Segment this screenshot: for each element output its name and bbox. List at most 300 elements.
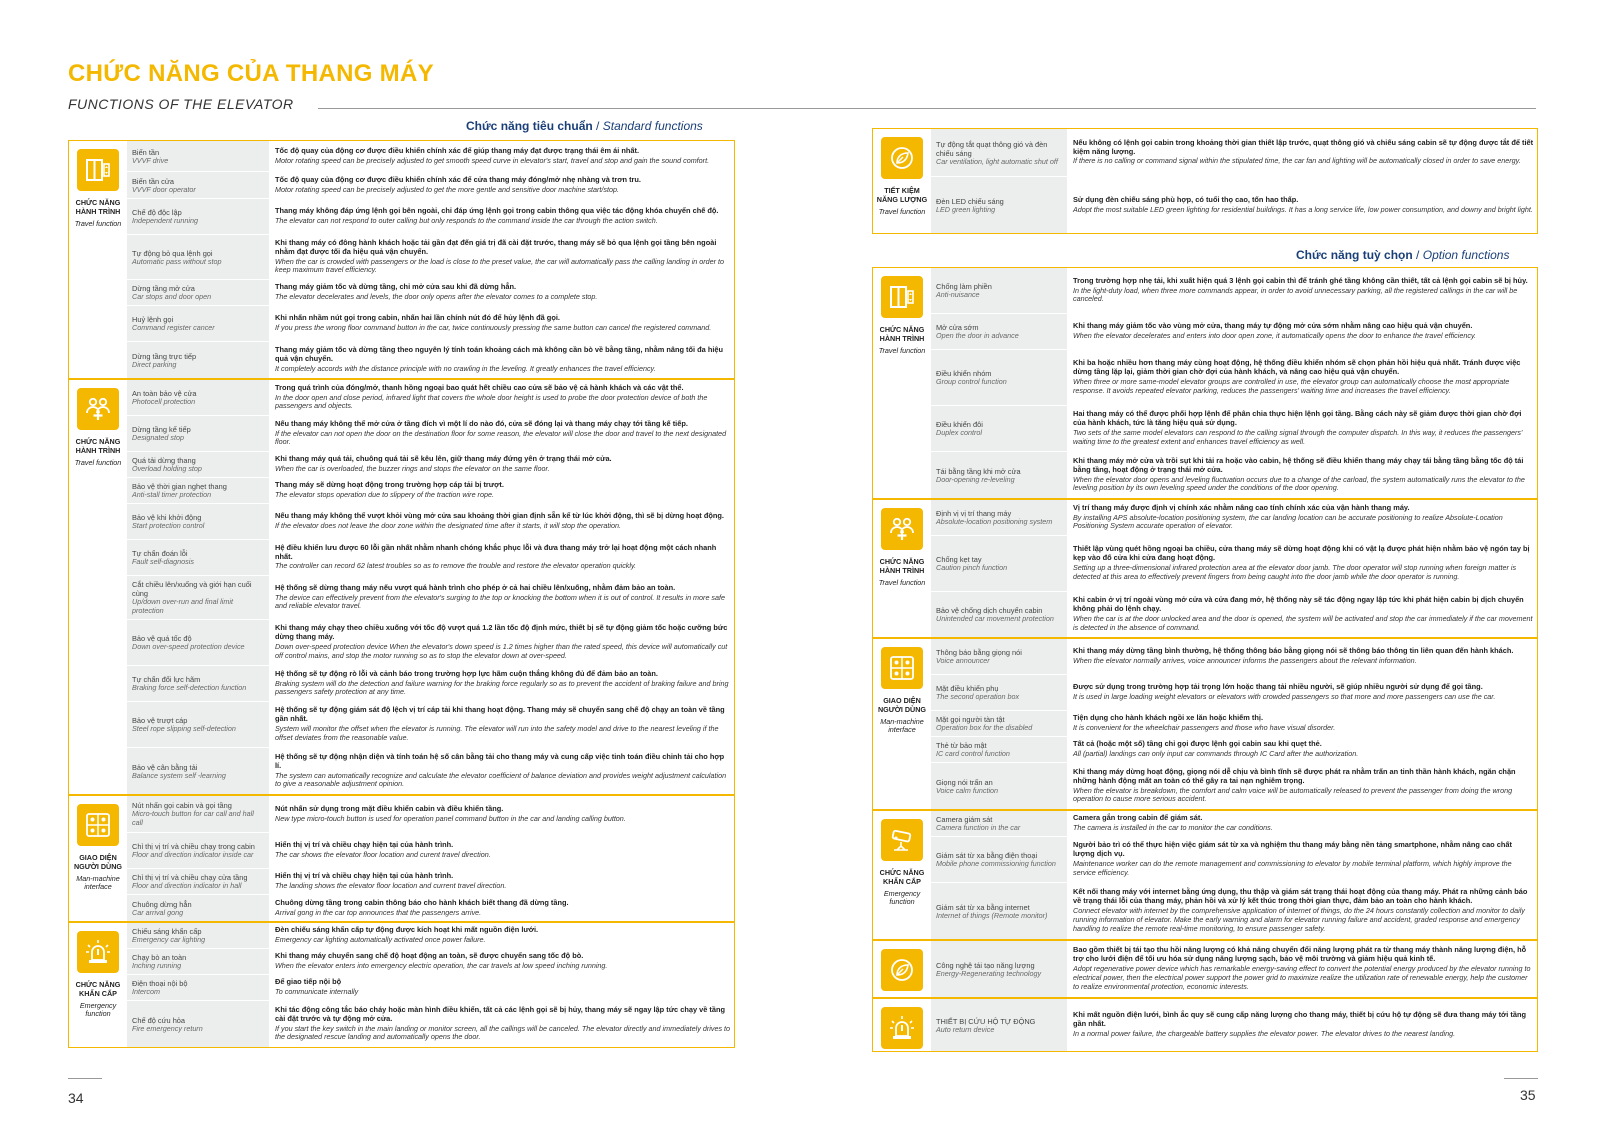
function-row [127, 504, 734, 540]
function-desc-vn: Vị trí thang máy được định vị chính xác nhằm nâng cao tính chính xác của vận hành thang máy. [1073, 502, 1410, 512]
function-name-en: Micro-touch button for car call and hall call [132, 809, 254, 828]
function-category [873, 811, 931, 939]
function-name [127, 141, 269, 171]
function-name-vn: Bảo vệ cân bằng tải [132, 762, 198, 772]
function-description [269, 342, 734, 378]
function-name [127, 702, 269, 747]
function-row [931, 406, 1537, 452]
function-row [127, 975, 734, 1001]
function-name-vn: Chế độ cứu hỏa [132, 1015, 186, 1025]
function-name-vn: Tự chẩn đoán lỗi [132, 549, 188, 559]
function-name [127, 748, 269, 794]
function-name-vn: Camera giám sát [936, 815, 993, 825]
function-name-vn: Điều khiển nhóm [936, 369, 992, 379]
function-desc-en: Braking system will do the detection and failure warning for the braking force regularly so as to prevent the accident of braking failure and bring passengers safety protection at any time. [275, 678, 729, 697]
function-name [931, 811, 1067, 836]
function-name-en: Voice announcer [936, 656, 990, 666]
function-name-vn: Chế độ độc lập [132, 208, 182, 218]
function-category [69, 923, 127, 1047]
function-desc-en: When the elevator door opens and leveling fluctuation occurs due to a change of the carload, the system automatically runs the elevator to the leveling position by its own leveling speed under the conditions of the door opening. [1073, 474, 1525, 493]
function-name-vn: Giám sát từ xa bằng điện thoại [936, 851, 1038, 861]
function-desc-vn: Hệ thống sẽ tự động rò lỗi và cảnh báo trong trường hợp lực hãm cuộn thắng không đủ để đảm bảo an toàn. [275, 668, 658, 678]
function-desc-en: The elevator stops operation due to slippery of the traction wire rope. [275, 490, 494, 500]
function-name [127, 620, 269, 665]
function-desc-en: The device can effectively prevent from the elevator's surging to the top or knocking the bottom when it is out of control. It results in more safe and reliable elevator travel. [275, 592, 726, 611]
function-name-en: Mobile phone commissioning function [936, 859, 1056, 869]
function-category [873, 941, 931, 997]
function-row [931, 314, 1537, 350]
function-desc-en: When the elevator enters into emergency electric operation, the car travels at low speed inching running. [275, 961, 608, 971]
function-row [127, 666, 734, 702]
function-desc-vn: Khi thang máy dừng hoạt động, giọng nói dễ chịu và bình tĩnh sẽ được phát ra nhằm trấn an tinh thần hành khách, ngăn chặn những hành động mất an toàn có thể gây ra tai nạn nghiêm trọng. [1073, 766, 1516, 785]
category-label-en: Emergency function [883, 888, 921, 907]
function-desc-en: Motor rotating speed can be precisely adjusted to get smooth speed curve in elevator's start, travel and stop and gain the sound comfort. [275, 155, 710, 165]
function-row [127, 923, 734, 949]
function-desc-en: If the elevator does not leave the door zone within the designated time after it starts, it will stop the operation. [275, 521, 621, 531]
function-desc-vn: Hai thang máy có thể được phối hợp lệnh để phân chia thực hiện lệnh gọi tầng. Bằng cách này sẽ giảm được thời gian chờ đợi của hành khách, tức là tăng hiệu quả sử dụng. [1073, 409, 1522, 428]
function-name [127, 1001, 269, 1047]
category-label-en: Travel function [74, 457, 122, 467]
header-rule [318, 108, 1536, 109]
function-name-en: Car ventilation, light automatic shut off [936, 156, 1058, 166]
function-description [1067, 763, 1537, 809]
heading-separator: / [1416, 248, 1420, 262]
function-row [931, 711, 1537, 737]
function-description [269, 504, 734, 539]
function-description [269, 235, 734, 279]
function-description [1067, 129, 1537, 176]
function-description [1067, 811, 1537, 836]
function-desc-vn: Thiết lập vùng quét hồng ngoại ba chiều, cửa thang máy sẽ dừng hoạt động khi có vật lạ được phát hiện nhằm bảo vệ ngón tay bị kẹp vào đố cửa khi cửa đang hoạt động. [1073, 544, 1530, 563]
function-name-en: VVVF door operator [132, 184, 196, 194]
standard-section-heading [466, 119, 703, 133]
function-desc-vn: Tốc độ quay của động cơ được điều khiển chính xác để giúp thang máy đạt được trạng thái êm ái nhất. [275, 145, 640, 155]
function-desc-vn: Tất cả (hoặc một số) tầng chỉ gọi được lệnh gọi cabin sau khi quẹt thẻ. [1073, 739, 1322, 749]
function-name-vn: Chống làm phiền [936, 282, 992, 292]
function-name [931, 177, 1067, 233]
function-row [127, 235, 734, 280]
function-description [1067, 314, 1537, 349]
function-row [931, 268, 1537, 314]
heading-separator: / [596, 119, 600, 133]
function-name-en: LED green lighting [936, 204, 996, 214]
function-description [269, 478, 734, 503]
people-safety-icon [881, 508, 923, 550]
camera-icon [881, 819, 923, 861]
function-name [127, 576, 269, 619]
energy-saving-table [872, 128, 1538, 234]
function-name-en: IC card control function [936, 749, 1010, 759]
function-description [1067, 711, 1537, 736]
function-name-vn: Dừng tầng kế tiếp [132, 425, 191, 435]
function-name-en: Automatic pass without stop [132, 256, 222, 266]
function-description [1067, 268, 1537, 313]
function-name-vn: Điện thoại nội bộ [132, 979, 188, 989]
category-label-vn: CHỨC NĂNG HÀNH TRÌNH [75, 437, 121, 455]
leaf-energy-icon [881, 949, 923, 991]
function-group [69, 921, 734, 1047]
function-desc-vn: Người bảo trì có thể thực hiện việc giám sát từ xa và nghiệm thu thang máy bằng nền tảng smartphone, nhằm nâng cao chất lượng dịch vụ. [1073, 840, 1512, 859]
function-name-en: Start protection control [132, 521, 205, 531]
function-name-vn: Bảo vệ thời gian nghẹt thang [132, 482, 227, 492]
function-desc-vn: Khi thang máy giảm tốc vào vùng mở cửa, thang máy tự động mở cửa sớm nhằm nâng cao hiệu quả vận chuyển. [1073, 321, 1473, 331]
function-name-en: Independent running [132, 216, 198, 226]
function-desc-en: Down over-speed protection device When the elevator's down speed is 1.2 times higher than the rated speed, this device will automatically cut off control mains, and stop the motor running so as to stop the elevator down at over-speed. [275, 642, 728, 660]
function-name-vn: Chống kẹt tay [936, 555, 982, 565]
function-category [873, 500, 931, 637]
function-description [269, 416, 734, 451]
function-description [269, 620, 734, 665]
function-row [931, 177, 1537, 233]
function-row [127, 796, 734, 833]
function-name-vn: Cắt chiều lên/xuống và giới hạn cuối cùng [132, 580, 252, 599]
standard-heading-vn: Chức năng tiêu chuẩn [466, 119, 593, 133]
function-name-vn: Bảo vệ trượt cáp [132, 716, 188, 726]
function-desc-vn: Khi thang máy chạy theo chiều xuống với tốc độ vượt quá 1.2 lần tốc độ định mức, thiết bị sẽ tự động giảm tốc hoặc cưỡng bức dừng thang máy. [275, 623, 728, 642]
function-row [931, 129, 1537, 177]
function-group [873, 268, 1537, 498]
function-desc-en: Two sets of the same model elevators can respond to the calling signal through the computer dispatch. In this way, it reduces the passengers' waiting time to the greatest extent and enhances travel efficiency as well. [1073, 428, 1523, 446]
function-description [1067, 941, 1537, 997]
function-desc-en: It is used in large loading weight elevators or elevators with crowded passengers so that more and more passengers can use the car. [1073, 692, 1496, 702]
function-desc-vn: Chuông dừng tầng trong cabin thông báo cho hành khách biết thang đã dừng tầng. [275, 897, 569, 907]
function-row [127, 172, 734, 199]
function-name [127, 478, 269, 503]
function-name [931, 536, 1067, 591]
function-desc-en: When the elevator decelerates and enters into door open zone, it automatically opens the door to enhance the travel efficiency. [1073, 331, 1477, 341]
function-desc-vn: Khi nhấn nhầm nút gọi trong cabin, nhấn hai lần chính nút đó để hủy lệnh đã gọi. [275, 313, 560, 323]
function-row [127, 702, 734, 748]
function-desc-en: If there is no calling or command signal within the stipulated time, the car fan and lighting will be automatically closed in order to save energy. [1073, 156, 1521, 166]
option-heading-en: Option functions [1422, 248, 1510, 262]
function-name-vn: Dừng tầng trực tiếp [132, 351, 197, 361]
function-name-en: Anti-stall timer protection [132, 490, 212, 500]
function-category [873, 129, 931, 233]
function-row [931, 737, 1537, 763]
function-row [127, 280, 734, 306]
function-description [269, 975, 734, 1000]
category-label-vn: GIAO DIỆN NGƯỜI DÙNG [877, 696, 927, 714]
function-category [69, 796, 127, 921]
function-name-en: Anti-nuisance [936, 290, 980, 300]
function-name-vn: Biến tần cửa [132, 176, 174, 186]
function-row [931, 350, 1537, 406]
function-name [127, 895, 269, 921]
function-desc-en: Setting up a three-dimensional infrared protection area at the elevator door jamb. The door operator will stop running when foreign matter is detected at this area to effectively prevent fingers from being caught into the door jamb while the door operator is running. [1073, 563, 1517, 581]
function-name-vn: Chỉ thị vị trí và chiều chạy cửa tầng [132, 873, 248, 883]
function-description [1067, 406, 1537, 451]
function-description [269, 540, 734, 575]
function-name-en: Auto return device [936, 1024, 995, 1034]
function-name-en: Designated stop [132, 433, 184, 443]
function-name [127, 380, 269, 415]
function-name-vn: Điều khiển đôi [936, 420, 983, 430]
function-description [269, 923, 734, 948]
function-group [69, 794, 734, 921]
people-safety-icon [77, 388, 119, 430]
function-row [931, 763, 1537, 809]
function-name-en: Emergency car lighting [132, 935, 206, 945]
function-name-en: Up/down over-run and final limit protection [132, 597, 233, 616]
function-name-en: Internet of things (Remote monitor) [936, 910, 1048, 920]
function-description [269, 306, 734, 341]
function-desc-en: It is convenient for the wheelchair passengers and those who have visual disorder. [1073, 723, 1336, 733]
function-name-vn: Biến tần [132, 147, 160, 157]
function-description [269, 796, 734, 832]
function-name [127, 235, 269, 279]
function-row [931, 999, 1537, 1051]
function-desc-vn: Hệ thống sẽ dừng thang máy nếu vượt quá hành trình cho phép ở cả hai chiều lên/xuống, nhằm đảm bảo an toàn. [275, 582, 676, 592]
function-desc-vn: Nút nhấn sử dụng trong mặt điều khiển cabin và điều khiển tầng. [275, 803, 504, 813]
function-desc-vn: Khi thang máy có đông hành khách hoặc tải gần đạt đến giá trị đã cài đặt trước, thang máy sẽ bỏ qua lệnh gọi tầng bên ngoài nhằm đạt được tối đa hiệu quả vận chuyển. [275, 237, 717, 256]
function-row [127, 1001, 734, 1047]
function-name-en: Unintended car movement protection [936, 614, 1054, 624]
function-desc-en: By installing APS absolute-location positioning system, the car landing location can be accurate positioning to realize Absolute-Location Positioning System accurate operation of elevator. [1073, 512, 1503, 531]
category-label-vn: CHỨC NĂNG HÀNH TRÌNH [75, 198, 121, 216]
function-description [269, 141, 734, 171]
function-name [931, 737, 1067, 762]
function-desc-vn: Trong trường hợp nhẹ tải, khi xuất hiện quá 3 lệnh gọi cabin thì để tránh ghé tầng không cần thiết, tất cả lệnh gọi cabin sẽ bị hủy. [1073, 275, 1528, 285]
function-name-vn: Mở cửa sớm [936, 323, 979, 333]
function-description [269, 199, 734, 234]
function-desc-en: When the elevator is breakdown, the comfort and calm voice will be automatically released to prevent the passenger from doing the wrong operation to cause more serious accident. [1073, 785, 1513, 804]
function-desc-vn: Bao gồm thiết bị tái tạo thu hồi năng lượng có khả năng chuyển đổi năng lượng phát ra từ thang máy thành năng lượng điện, hỗ trợ cho lưới điện để tối ưu hóa sử dụng năng lượng sạch, bảo vệ môi trường và giảm hiệu quả kinh tế. [1073, 945, 1527, 964]
function-name-en: Voice calm function [936, 785, 999, 795]
function-name-vn: THIẾT BỊ CỨU HỘ TỰ ĐỘNG [936, 1016, 1036, 1026]
category-label-en: Man-machine interface [880, 716, 924, 735]
elevator-panel-icon [881, 276, 923, 318]
function-name-en: Down over-speed protection device [132, 642, 245, 652]
function-group [873, 129, 1537, 233]
option-functions-table [872, 267, 1538, 1052]
function-description [1067, 675, 1537, 710]
function-name-en: VVVF drive [132, 155, 169, 165]
function-desc-vn: Nếu không có lệnh gọi cabin trong khoảng thời gian thiết lập trước, quạt thông gió và chiếu sáng cabin sẽ tự động được tắt để tiết kiệm năng lượng. [1073, 137, 1534, 156]
function-name-en: Inching running [132, 961, 182, 971]
emergency-alarm-icon [881, 1007, 923, 1049]
function-row [931, 639, 1537, 675]
function-name-en: Intercom [132, 987, 160, 997]
function-name-vn: Huỷ lệnh gọi [132, 315, 174, 325]
function-desc-en: The system can automatically recognize and calculate the elevator coefficient of balance deviation and provides weight adjustment calculation to give a reasonable adjustment opinion. [275, 770, 727, 789]
function-name [127, 869, 269, 894]
function-row [127, 576, 734, 620]
function-desc-en: Emergency car lighting automatically activated once power failure. [275, 935, 486, 945]
function-description [1067, 737, 1537, 762]
footer-rule-right [1504, 1078, 1538, 1079]
function-desc-vn: Khi mất nguồn điện lưới, bình ắc quy sẽ cung cấp năng lượng cho thang máy, thiết bị cứu hộ tự động sẽ đưa thang máy tới tầng gần nhất. [1073, 1010, 1526, 1029]
function-name [931, 837, 1067, 882]
function-row [127, 478, 734, 504]
function-name [931, 268, 1067, 313]
function-description [1067, 837, 1537, 882]
function-name-en: Overload holding stop [132, 464, 202, 474]
function-description [1067, 592, 1537, 637]
function-name-en: Command register cancer [132, 323, 215, 333]
function-row [127, 869, 734, 895]
function-description [269, 380, 734, 415]
function-name [127, 796, 269, 832]
function-name-vn: Giọng nói trấn an [936, 777, 993, 787]
function-desc-vn: Đèn chiếu sáng khẩn cấp tự động được kích hoạt khi mất nguồn điện lưới. [275, 925, 539, 935]
function-row [931, 883, 1537, 939]
category-label-en: Travel function [878, 206, 926, 216]
function-name-vn: Mặt gọi người tàn tật [936, 715, 1005, 725]
function-name-vn: Tự động tắt quạt thông gió và đèn chiếu sáng [936, 139, 1048, 158]
function-description [269, 869, 734, 894]
function-name-en: Direct parking [132, 359, 177, 369]
function-name-vn: Quá tải dừng thang [132, 456, 196, 466]
function-name [931, 129, 1067, 176]
elevator-panel-icon [77, 149, 119, 191]
function-name [127, 172, 269, 198]
function-name-en: Car stops and door open [132, 292, 212, 302]
function-row [931, 675, 1537, 711]
function-name-en: Car arrival gong [132, 907, 184, 917]
function-name-en: Group control function [936, 377, 1007, 387]
function-name [931, 675, 1067, 710]
category-label-vn: CHỨC NĂNG KHẨN CẤP [879, 868, 925, 886]
function-category [69, 141, 127, 378]
function-desc-en: The elevator decelerates and levels, the door only opens after the elevator comes to a complete stop. [275, 292, 598, 302]
function-group [873, 637, 1537, 809]
function-name [127, 949, 269, 974]
function-name-en: Open the door in advance [936, 331, 1019, 341]
function-name-en: Duplex control [936, 428, 982, 438]
function-desc-vn: Khi thang máy quá tải, chuông quá tải sẽ kêu lên, giữ thang máy đứng yên ở trạng thái mở cửa. [275, 454, 612, 464]
function-desc-en: Maintenance worker can do the remote management and commissioning to elevator by mobile terminal platform, which highly improve the service efficiency. [1073, 859, 1512, 877]
function-name-vn: Chỉ thị vị trí và chiều chạy trong cabin [132, 842, 255, 852]
function-name [127, 452, 269, 477]
function-desc-vn: Trong quá trình của đóng/mở, thanh hồng ngoại bao quát hết chiều cao cửa sẽ bảo vệ cả hành khách và các vật thể. [275, 382, 684, 392]
function-desc-en: Connect elevator with internet by the comprehensive application of internet of things, do the 24 hours constantly collection and monitor to daily running information of elevator. Make the early warning and alarm for elevator running failure and accident, graded response and emergency handling to realize the remote real-time monitoring, to ensure passenger safety. [1073, 906, 1525, 933]
leaf-energy-icon [881, 137, 923, 179]
control-interface-icon [881, 647, 923, 689]
function-name-en: Caution pinch function [936, 563, 1008, 573]
function-name-en: Fire emergency return [132, 1023, 203, 1033]
function-name-vn: Bảo vệ khi khởi động [132, 513, 202, 523]
function-name-en: The second operation box [936, 692, 1020, 702]
category-label-vn: CHỨC NĂNG HÀNH TRÌNH [879, 325, 925, 343]
function-desc-en: In the door open and close period, infrared light that covers the whole door height is used to probe the door protection device of both the passengers and objects. [275, 392, 708, 411]
function-desc-en: Arrival gong in the car top announces that the passengers arrive. [275, 907, 482, 917]
function-desc-vn: Hiển thị vị trí và chiều chạy hiện tại của hành trình. [275, 840, 454, 850]
function-name [931, 592, 1067, 637]
function-desc-en: In the light-duty load, when three more commands appear, in order to avoid unnecessary parking, all the registered callings in the car will be canceled. [1073, 285, 1518, 304]
function-desc-vn: Camera gắn trong cabin để giám sát. [1073, 813, 1203, 823]
function-name [127, 666, 269, 701]
function-desc-vn: Khi tác động công tắc báo cháy hoặc màn hình điều khiển, tất cả các lệnh gọi sẽ bị hủy, thang máy sẽ ngay lập tức chạy về tầng cài đặt trước và tự động mở cửa. [275, 1004, 725, 1023]
function-name-vn: Tự động bỏ qua lệnh gọi [132, 248, 213, 258]
category-label-en: Emergency function [79, 1000, 117, 1019]
function-desc-en: The elevator can not respond to outer calling but only responds to the command inside the car through the action switch. [275, 216, 658, 226]
function-group [873, 498, 1537, 637]
function-name-en: Balance system self -learning [132, 770, 226, 780]
category-label-vn: GIAO DIỆN NGƯỜI DÙNG [73, 853, 123, 871]
option-section-heading [1296, 248, 1509, 262]
function-row [931, 536, 1537, 592]
function-description [269, 666, 734, 701]
function-name [931, 350, 1067, 405]
function-group [69, 141, 734, 378]
function-row [127, 199, 734, 235]
function-desc-vn: Thang máy giảm tốc và dừng tầng, chỉ mở cửa sau khi đã dừng hẳn. [275, 282, 517, 292]
function-group [873, 939, 1537, 997]
function-desc-vn: Nếu thang máy không thể mở cửa ở tầng đích vì một lí do nào đó, cửa sẽ đóng lại và thang máy chạy tới tầng kế tiếp. [275, 418, 688, 428]
function-description [1067, 536, 1537, 591]
function-name [931, 883, 1067, 939]
footer-rule-left [68, 1078, 102, 1079]
function-desc-vn: Để giao tiếp nội bộ [275, 977, 342, 987]
function-row [127, 380, 734, 416]
function-name-vn: Định vị vị trí thang máy [936, 509, 1012, 519]
function-row [931, 500, 1537, 536]
function-desc-vn: Thang máy không đáp ứng lệnh gọi bên ngoài, chỉ đáp ứng lệnh gọi trong cabin thông qua việc tác động khóa chuyển chế độ. [275, 206, 719, 216]
function-name-vn: An toàn bảo vệ cửa [132, 389, 197, 399]
function-desc-en: The landing shows the elevator floor location and current travel direction. [275, 881, 507, 891]
page-number-left: 34 [68, 1090, 84, 1106]
function-row [127, 540, 734, 576]
function-name-vn: Chiếu sáng khẩn cấp [132, 927, 202, 937]
function-description [269, 895, 734, 921]
function-row [127, 895, 734, 921]
function-name-en: Braking force self-detection function [132, 683, 247, 693]
function-description [269, 949, 734, 974]
function-name-en: Camera function in the car [936, 823, 1021, 833]
function-name [931, 999, 1067, 1051]
function-desc-vn: Khi thang máy mở cửa và trồi sụt khi tải ra hoặc vào cabin, hệ thống sẽ điều khiển thang máy chạy tái bằng tầng bằng tốc độ tái bằng tầng, hoạt động ở trạng thái mở cửa. [1073, 455, 1524, 474]
function-row [931, 592, 1537, 637]
function-name-vn: Bảo vệ chống dịch chuyển cabin [936, 606, 1043, 616]
function-description [269, 172, 734, 198]
category-label-en: Travel function [74, 218, 122, 228]
function-name [127, 833, 269, 868]
function-desc-en: All (partial) landings can only input car commands through IC Card after the authorization. [1073, 749, 1359, 759]
function-description [1067, 999, 1537, 1051]
control-interface-icon [77, 804, 119, 846]
function-category [69, 380, 127, 794]
function-group [873, 809, 1537, 939]
function-desc-en: When the car is crowded with passengers or the load is close to the preset value, the car will automatically pass the calling landing in order to keep maximum travel efficiency. [275, 256, 725, 275]
function-desc-en: When three or more same-model elevator groups are controlled in use, the elevator group can automatically choose the most appropriate response. It avoids repeated elevator parking, reduces the passengers' waiting time and increases the travel efficiency. [1073, 377, 1510, 395]
category-label-en: Man-machine interface [76, 873, 120, 892]
function-desc-en: The controller can record 62 latest troubles so as to remove the trouble and restore the elevator operation quickly. [275, 561, 637, 571]
function-name-en: Floor and direction indicator in hall [132, 881, 242, 891]
function-name-en: Absolute-location positioning system [936, 517, 1053, 527]
function-description [269, 452, 734, 477]
function-desc-vn: Sử dụng đèn chiếu sáng phù hợp, có tuổi thọ cao, tốn hao thấp. [1073, 194, 1299, 204]
function-name-vn: Công nghệ tái tạo năng lượng [936, 960, 1035, 970]
function-desc-en: When the car is at the door unlocked area and the door is opened, the system will be activated and stop the car immediately if the car movement is detected in the absence of command. [1073, 614, 1533, 632]
function-desc-vn: Được sử dụng trong trường hợp tải trọng lớn hoặc thang tải nhiều người, sẽ giúp nhiều người sử dụng để gọi tầng. [1073, 682, 1483, 692]
function-name-vn: Mặt điều khiển phụ [936, 684, 999, 694]
function-desc-vn: Hệ điều khiển lưu được 60 lỗi gần nhất nhằm nhanh chóng khắc phục lỗi và đưa thang máy trở lại hoạt động một cách nhanh nhất. [275, 542, 717, 561]
emergency-alarm-icon [77, 931, 119, 973]
function-desc-vn: Tốc độ quay của động cơ được điều khiển chính xác để cửa thang máy đóng/mở nhẹ nhàng và trơn tru. [275, 174, 641, 184]
function-name-vn: Thẻ từ bảo mật [936, 741, 987, 751]
function-description [1067, 500, 1537, 535]
function-category [873, 639, 931, 809]
function-desc-en: If the elevator can not open the door on the destination floor for some reason, the elevator will close the door and travel to the next designated floor. [275, 428, 727, 447]
function-name-en: Operation box for the disabled [936, 723, 1033, 733]
function-name [127, 975, 269, 1000]
function-desc-en: Adopt regenerative power device which has remarkable energy-saving effect to convert the potential energy produced by the elevator running to electrical power, then the electrical power support the power grid to maximize realize the utilization rate of renewable energy, help the customer to realize environmental protection, economic interests. [1073, 964, 1531, 991]
function-desc-en: If you press the wrong floor command button in the car, twice continuously pressing the same button can cancel the registered command. [275, 323, 712, 333]
function-desc-vn: Khi thang máy chuyển sang chế độ hoạt động an toàn, sẽ được chuyển sang tốc độ bò. [275, 951, 584, 961]
function-name [931, 500, 1067, 535]
function-desc-en: When the car is overloaded, the buzzer rings and stops the elevator on the same floor. [275, 464, 550, 474]
function-description [1067, 350, 1537, 405]
